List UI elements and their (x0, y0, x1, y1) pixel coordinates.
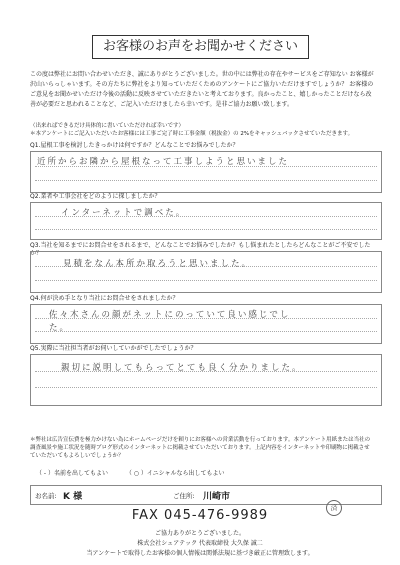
thanks-text: ご協力ありがとうございました。 (154, 530, 245, 537)
note-cashback: ＊本アンケートにご記入いただいたお客様には工事ご完了時に工事金額（税抜金）の 2%をキャッシュバックさせていただきます。 (30, 131, 354, 137)
answer-line (35, 229, 377, 230)
answer-2-box[interactable] (30, 202, 382, 240)
question-1-label: Q1.屋根工事を検討したきっかけは何ですか？どんなことでお悩みでしたか？ (30, 142, 239, 149)
answer-4-box[interactable] (30, 304, 382, 344)
company-name: 株式会社シェアテック 代表取締役 大久保 誠二 (137, 540, 263, 547)
publication-options (36, 468, 225, 477)
survey-title: お客様のお声をお聞かせください (92, 35, 309, 59)
intro-text: この度は弊社にお問い合わせいただき、誠にありがとうございました。世の中には弊社の存在やサービスをご存知ない お客様が沢山いらっしゃいます。その方たちに弊社をより知っていただくためのアンケートにご協力いただけますでしょうか？ お客様のご意見をお聞かせいただけ今後の活動に反映させていただきたいと考えております。良かったこと、嬉しかったことだけなら改善が必要だと思われることなど、ご記入いただけましたら幸いです。是非ご協力お願い致します。 (30, 71, 374, 108)
received-stamp: 済 (326, 500, 342, 516)
answer-3-box[interactable] (30, 251, 382, 293)
answer-line (35, 280, 377, 281)
answer-1-text: 近所からお隣から屋根なって工事しようと思いました (37, 157, 290, 167)
answer-3-text: 見積をなん本所か取ろうと思いました。 (63, 259, 253, 269)
question-3-label: Q3.当社を知るまでにお問合せをされるまで、どんなことでお悩みでしたか？もし悩まれたとしたらどんなことがご不安でしたか？ (30, 242, 371, 257)
address-label: ご住所: (173, 492, 195, 500)
name-label: お名前: (35, 492, 57, 500)
answer-1-box[interactable] (30, 151, 382, 193)
option-name-ok[interactable]: （ - ）名前を出してもよい (36, 470, 108, 477)
answer-2-text: インターネットで調べた。 (61, 208, 187, 218)
answer-5-text: 親切に説明してもらってとても良く分かりました。 (61, 363, 303, 373)
answer-line (35, 180, 377, 181)
address-value[interactable]: 川崎市 (203, 492, 231, 502)
question-2-label: Q2.業者や工事会社をどのように探しましたか？ (30, 193, 161, 200)
note-specific: （出来ればできるだけ具体的に書いていただければ幸いです） (30, 123, 185, 129)
fax-number: FAX 045-476-9989 (131, 508, 269, 523)
question-4-label: Q4.何が決め手となり当社にお問合せをされましたか？ (30, 295, 179, 302)
name-value[interactable]: K 様 (63, 492, 83, 502)
privacy-notice: 当アンケートで取得したお客様の個人情報は関係法規に基づき厳正に管理致します。 (86, 550, 314, 557)
answer-5-box[interactable] (30, 354, 382, 406)
answer-line (35, 387, 377, 388)
note-text (30, 122, 375, 138)
answer-4-text: 佐々木さんの顔がネットにのっていて良い感じでした。 (49, 310, 291, 333)
question-5-label: Q5.実際に当社担当者がお伺いしていかがでしたでしょうか？ (30, 345, 197, 352)
option-initial-ok[interactable]: （ ○ ）イニシャルなら出してもよい (125, 470, 225, 477)
publication-policy: ＊弊社は広告宣伝費を極力かけない為にホームページだけを頼りにお客様への営業活動を行っております。本アンケート用紙または当社の調査風景や施工状況を随時ブログ形式のインターネットに掲載させていただいております。上記内容をインターネットや印刷物に掲載させていただいてもよろしいでしょうか？ (30, 437, 371, 459)
